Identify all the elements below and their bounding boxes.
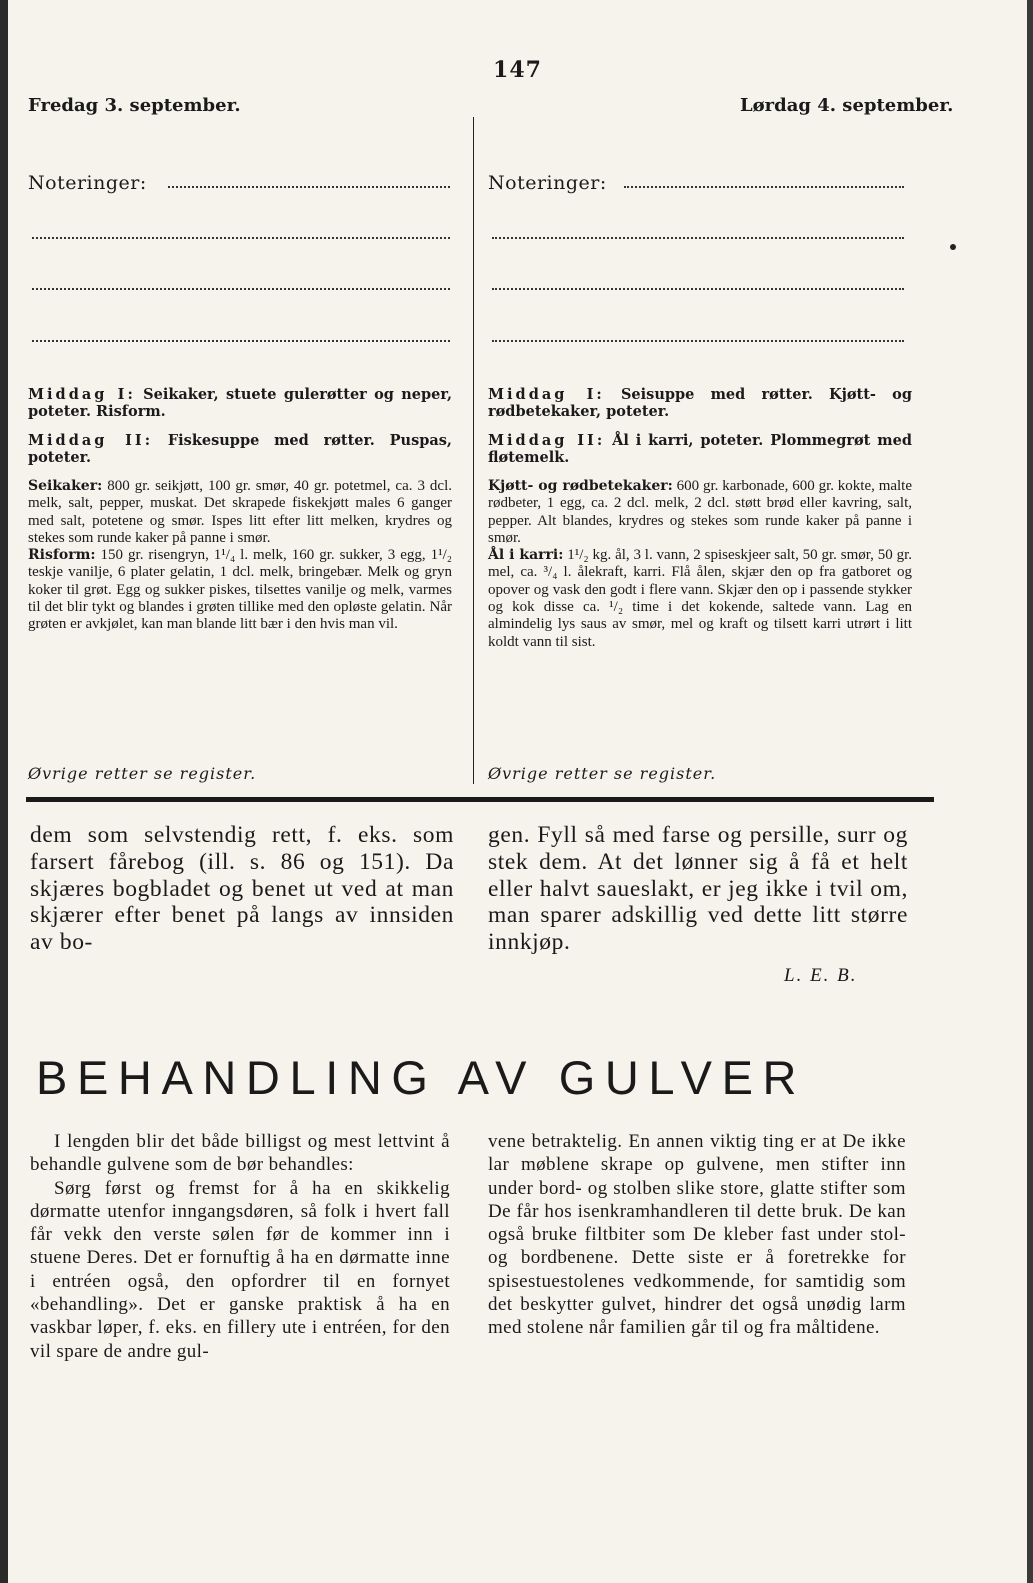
right-recipe-2-label: Ål i karri: bbox=[488, 547, 564, 564]
article2-para-1: I lengden blir det både billigst og mest lettvint å behandle gulvene som de bør behandles: bbox=[30, 1131, 450, 1176]
left-recipe-1 bbox=[28, 478, 452, 547]
left-middag-1-label: Middag I: bbox=[28, 386, 136, 403]
section-rule bbox=[26, 797, 934, 802]
right-notes-line-4 bbox=[492, 340, 904, 342]
left-notes-line-3 bbox=[32, 288, 450, 290]
right-middag-2-text: Ål i karri, poteter. Plommegrøt med fløtemelk. bbox=[488, 432, 912, 466]
right-recipes bbox=[488, 478, 912, 651]
left-middag-2 bbox=[28, 432, 452, 466]
left-recipe-1-text: 800 gr. seikjøtt, 100 gr. smør, 40 gr. potetmel, ca. 3 dcl. melk, salt, pepper, muskat. Det skrapede fiskekjøtt males 6 ganger med salt, potetene og smør. Ispes litt efter litt melken, krydres og stekes som runde kaker på panne i smør. bbox=[28, 478, 452, 546]
right-day-heading: Lørdag 4. september. bbox=[740, 95, 954, 116]
left-notes-line-1 bbox=[168, 186, 450, 188]
left-ovrige-retter: Øvrige retter se register. bbox=[28, 764, 257, 783]
article2-left-column bbox=[30, 1130, 450, 1363]
left-recipe-2-text: 150 gr. risengryn, 1¹/₄ l. melk, 160 gr. sukker, 3 egg, 1¹/₂ teskje vanilje, 6 plater gelatin, 1 dcl. melk, bringebær. Melk og gryn koker til grøt. Egg og sukker piskes, tilsettes vanilje og melk, varmes til det blir tykt og blandes i grøten tillike med den opløste gelatin. Når grøten er avkjølet, kan man blande litt bær i den hvis man vil. bbox=[28, 547, 453, 633]
left-recipe-2-label: Risform: bbox=[28, 547, 96, 564]
right-notes-label: Noteringer: bbox=[488, 172, 607, 194]
right-recipe-2 bbox=[488, 547, 912, 651]
left-middag-2-text: Fiskesuppe med røtter. Puspas, poteter. bbox=[28, 432, 452, 466]
right-recipe-1 bbox=[488, 478, 912, 547]
right-middag-2-label: Middag II: bbox=[488, 432, 606, 449]
article2-para-2: Sørg først og fremst for å ha en skikkelig dørmatte utenfor inngangsdøren, så folk i hvert fall får vekk den verste sølen før de kommer inn i stuene Deres. Det er fornuftig å ha en dørmatte inne i entréen også, den opfordrer til en fornyet «behandling». Det er ganske praktisk å ha en vaskbar løper, f. eks. en fillery ute i entréen, for den vil spare de andre gul- bbox=[30, 1177, 450, 1362]
right-recipe-1-text: 600 gr. karbonade, 600 gr. kokte, malte rødbeter, 1 egg, ca. 2 dcl. melk, 2 dcl. støtt brød eller kavring, salt, pepper. Alt blandes, krydres og stekes som runde kaker på panne i smør. bbox=[488, 478, 913, 546]
left-middag-2-label: Middag II: bbox=[28, 432, 154, 449]
left-notes-line-2 bbox=[32, 237, 450, 239]
page-number: 147 bbox=[493, 57, 542, 83]
left-middag-1-text: Seikaker, stuete gulerøtter og neper, poteter. Risform. bbox=[28, 386, 452, 420]
right-recipe-1-label: Kjøtt- og rødbetekaker: bbox=[488, 478, 673, 494]
article1-right-column: gen. Fyll så med farse og persille, surr og stek dem. At det lønner sig å få et helt eller halvt saueslakt, er jeg ikke i tvil om, man sparer adskillig ved dette litt større innkjøp. bbox=[488, 822, 908, 956]
left-day-heading: Fredag 3. september. bbox=[28, 95, 241, 116]
left-recipe-2 bbox=[28, 547, 452, 633]
right-middag-1-label: Middag I: bbox=[488, 386, 605, 403]
left-recipes bbox=[28, 478, 452, 634]
right-notes-line-1 bbox=[624, 186, 904, 188]
margin-speck bbox=[950, 244, 956, 250]
right-middag-1 bbox=[488, 386, 912, 420]
left-notes-line-4 bbox=[32, 340, 450, 342]
right-middag-2 bbox=[488, 432, 912, 466]
left-recipe-1-label: Seikaker: bbox=[28, 478, 103, 494]
article2-title: BEHANDLING AV GULVER bbox=[36, 1051, 807, 1104]
right-notes-line-2 bbox=[492, 237, 904, 239]
article1-left-column: dem som selvstendig rett, f. eks. som farsert fårebog (ill. s. 86 og 151). Da skjæres bogbladet og benet ut ved at man skjærer efter benet på langs av innsiden av bo- bbox=[30, 822, 454, 956]
article2-right-column: vene betraktelig. En annen viktig ting er at De ikke lar møblene skrape op gulvene, men stifter inn under bord- og stolben slike store, glatte stifter som De får hos isenkramhandleren til dette bruk. De kan også bruke filtbiter som De kleber fast under stol- og bordbenene. Dette siste er å foretrekke for spisestuestolenes vedkommende, for samtidig som det beskytter gulvet, hindrer det også unødig larm med stolene når familien går til og fra måltidene. bbox=[488, 1131, 906, 1339]
right-ovrige-retter: Øvrige retter se register. bbox=[488, 764, 717, 783]
right-notes-line-3 bbox=[492, 288, 904, 290]
right-recipe-2-text: 1¹/₂ kg. ål, 3 l. vann, 2 spiseskjeer salt, 50 gr. smør, 50 gr. mel, ca. ³/₄ l. ålekraft, karri. Flå ålen, skjær den op fra gatboret og opover og vask den godt i flere vann. Skjær den op i passende stykker og kok disse ca. ¹/₂ time i det kokende, saltede vann. Lag en almindelig lys saus av smør, mel og kraft og tilsett karri utrørt i litt koldt vann til sist. bbox=[488, 547, 912, 650]
article1-signature: L. E. B. bbox=[784, 965, 858, 986]
left-middag-1 bbox=[28, 386, 452, 420]
right-middag-1-text: Seisuppe med røtter. Kjøtt- og rødbetekaker, poteter. bbox=[488, 386, 912, 420]
left-notes-label: Noteringer: bbox=[28, 172, 147, 194]
column-divider bbox=[473, 117, 474, 784]
